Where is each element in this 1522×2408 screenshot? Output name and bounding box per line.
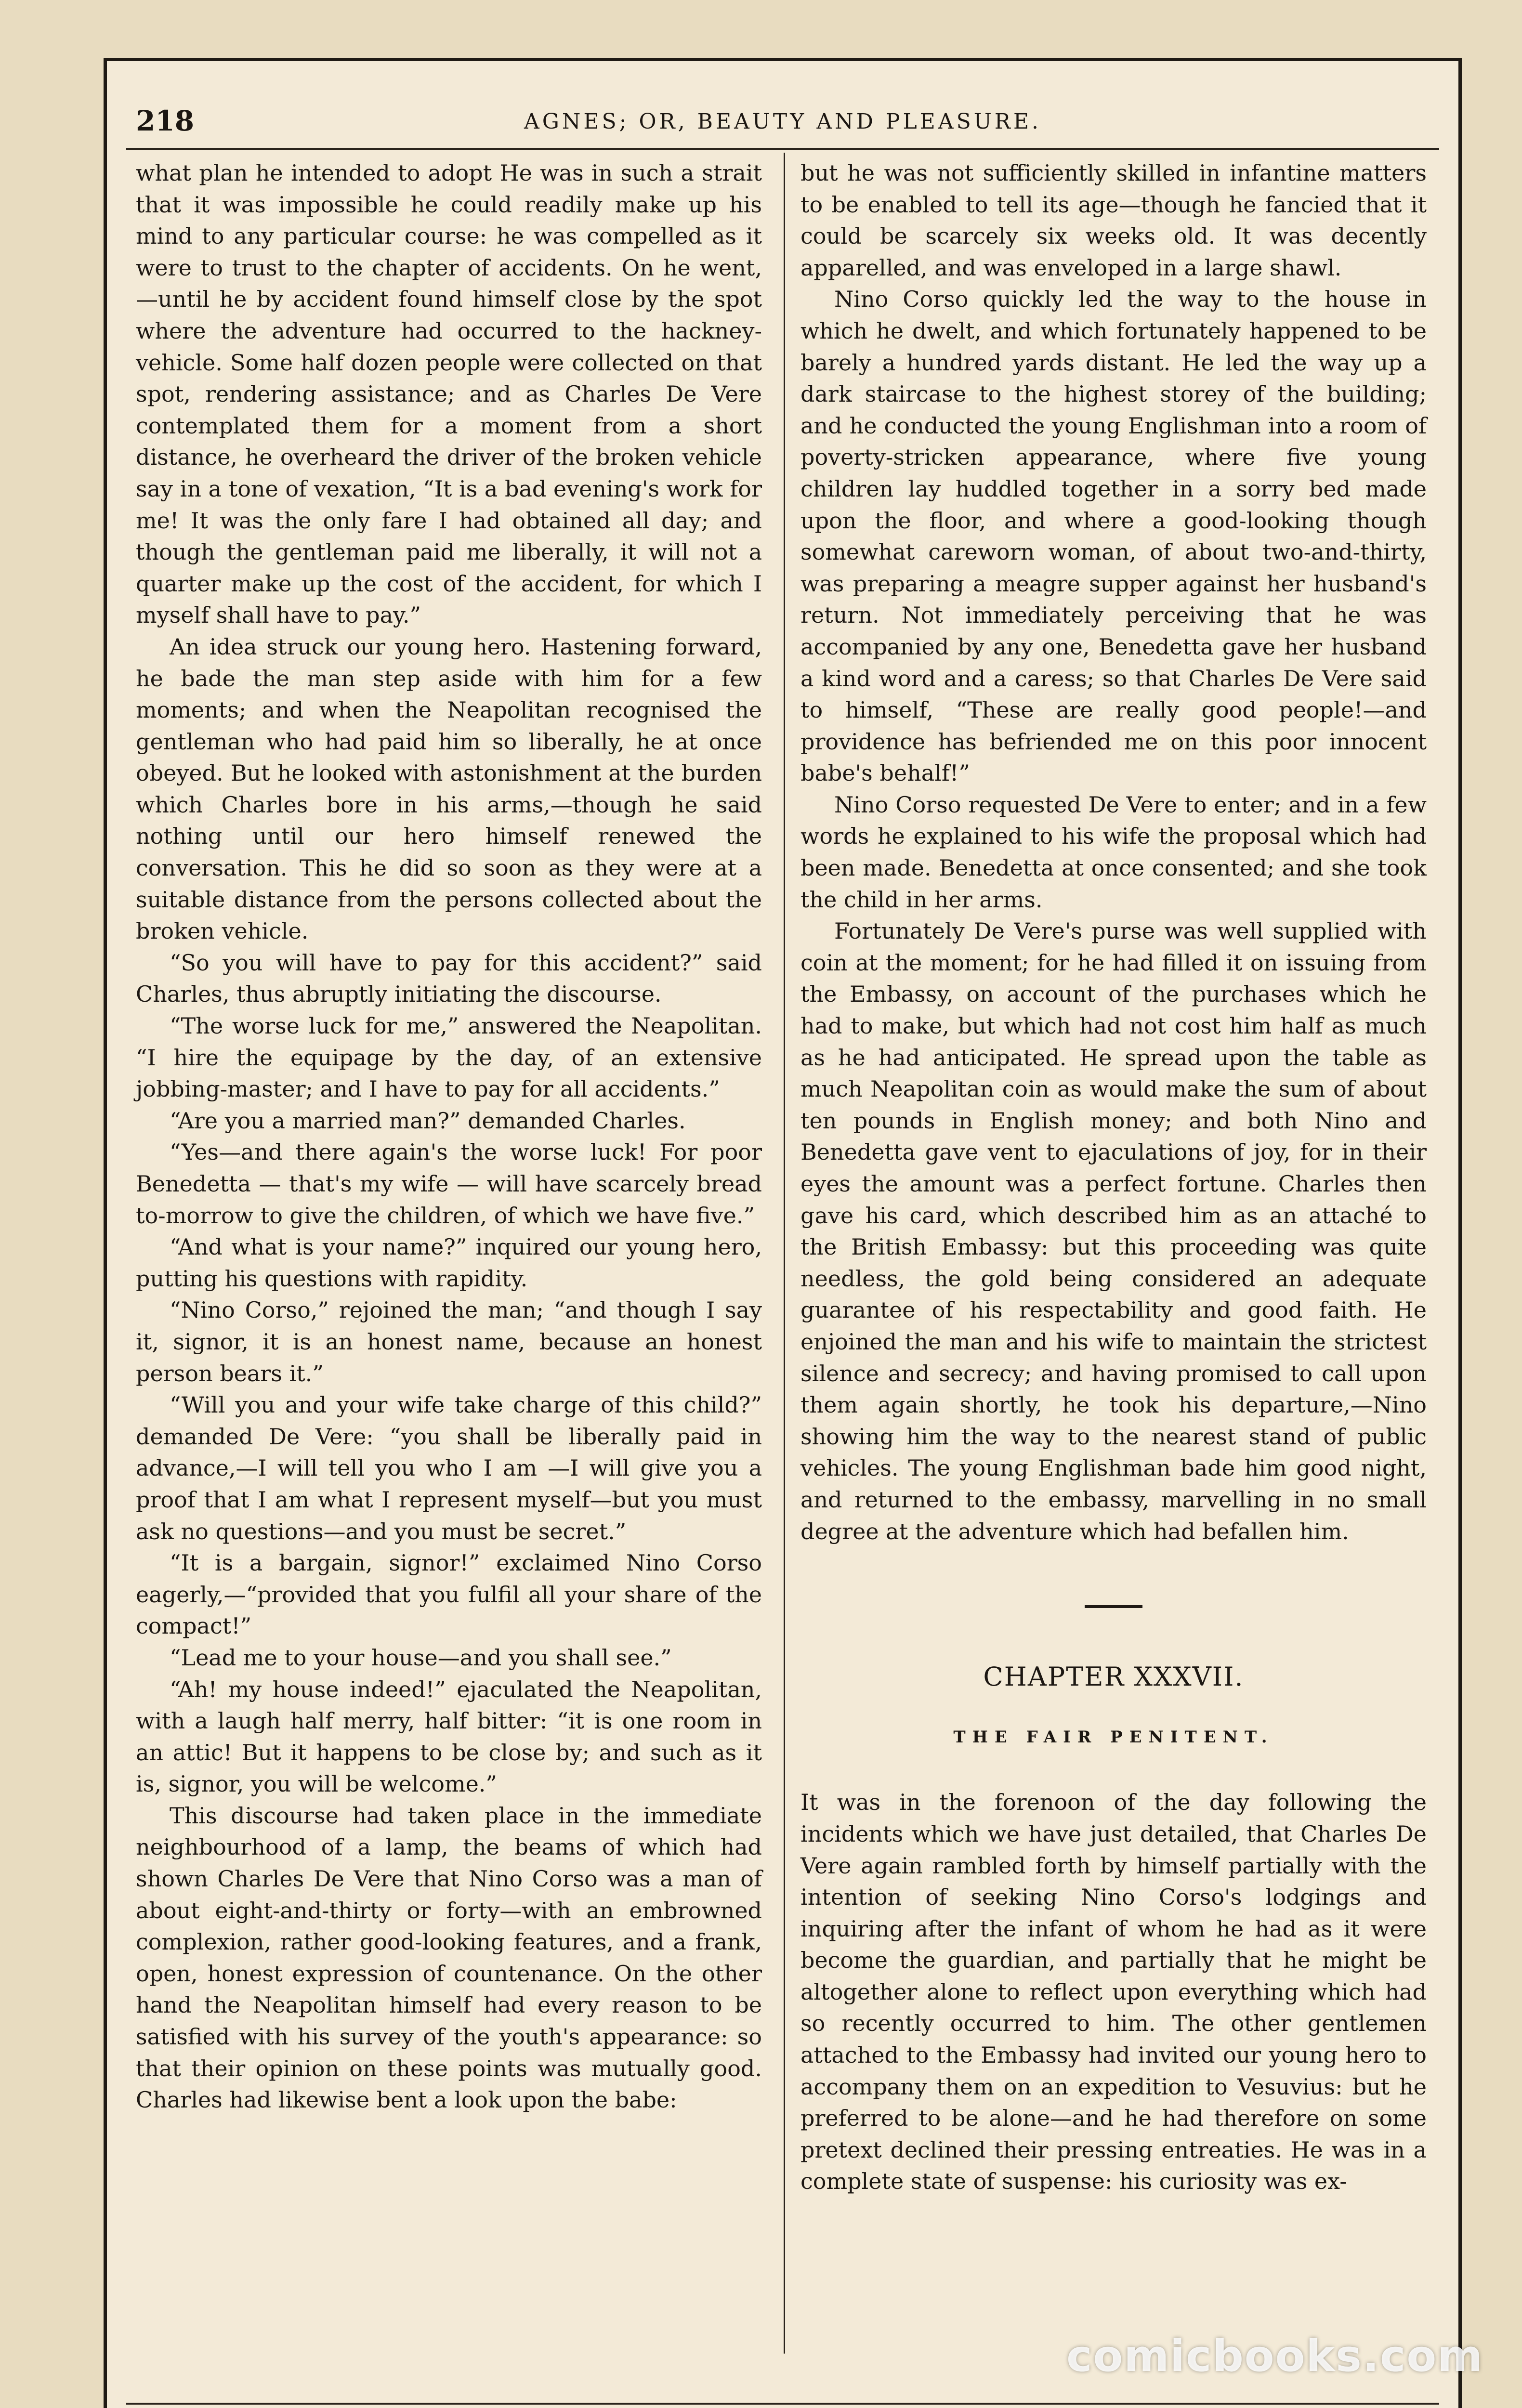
paragraph: Nino Corso quickly led the way to the house in which he dwelt, and which fortunately happened to be barely a hundred yards distant. He led the way up a dark staircase to the highest storey of the building; and he conducted the young Englishman into a room of poverty-stricken appearance, where five young children lay huddled together in a sorry bed made upon the floor, and where a good-looking though somewhat careworn woman, of about two-and-thirty, was preparing a meagre supper against her husband's return. Not immediately perceiving that he was accompanied by any one, Benedetta gave her husband a kind word and a caress; so that Charles De Vere said to himself, “These are really good people!—and providence has befriended me on this poor innocent babe's behalf!”	[800, 286, 1427, 786]
running-head: AGNES; OR, BEAUTY AND PLEASURE.	[524, 109, 1042, 134]
paragraph: “Nino Corso,” rejoined the man; “and though I say it, signor, it is an honest name, because an honest person bears it.”	[136, 1297, 762, 1387]
column-divider	[784, 153, 785, 2354]
paragraph: “So you will have to pay for this accident?” said Charles, thus abruptly initiating the discourse.	[136, 949, 762, 1008]
paragraph: Fortunately De Vere's purse was well supplied with coin at the moment; for he had filled it on issuing from the Embassy, on account of the purchases which he had to make, but which had not cost him half as much as he had anticipated. He spread upon the table as much Neapolitan coin as would make the sum of about ten pounds in English money; and both Nino and Benedetta gave vent to ejaculations of joy, for in their eyes the amount was a perfect fortune. Charles then gave his card, which described him as an attaché to the British Embassy: but this proceeding was quite needless, the gold being considered an adequate guarantee of his respectability and good faith. He enjoined the man and his wife to maintain the strictest silence and secrecy; and having promised to call upon them again shortly, he took his departure,—Nino showing him the way to the nearest stand of public vehicles. The young Englishman bade him good night, and returned to the embassy, marvelling in no small degree at the adventure which had befallen him.	[800, 918, 1427, 1544]
section-rule	[1085, 1605, 1142, 1608]
paragraph: “And what is your name?” inquired our young hero, putting his questions with rapidity.	[136, 1234, 762, 1292]
paragraph: “Lead me to your house—and you shall see.”	[170, 1644, 672, 1671]
paragraph: “The worse luck for me,” answered the Neapolitan. “I hire the equipage by the day, of an extensive jobbing-master; and I have to pay for all accidents.”	[136, 1013, 762, 1102]
left-column	[136, 157, 762, 2116]
bottom-rule	[126, 2403, 1439, 2405]
paragraph: An idea struck our young hero. Hastening forward, he bade the man step aside with him for a few moments; and when the Neapolitan recognised the gentleman who had paid him so liberally, he at once obeyed. But he looked with astonishment at the burden which Charles bore in his arms,—though he said nothing until our hero himself renewed the conversation. This he did so soon as they were at a suitable distance from the persons collected about the broken vehicle.	[136, 633, 762, 944]
paragraph: “Ah! my house indeed!” ejaculated the Neapolitan, with a laugh half merry, half bitter: “it is one room in an attic! But it happens to be close by; and such as it is, signor, you will be welcome.”	[136, 1676, 762, 1797]
paragraph: what plan he intended to adopt He was in such a strait that it was impossible he could readily make up his mind to any particular course: he was compelled as it were to trust to the chapter of accidents. On he went,—until he by accident found himself close by the spot where the adventure had occurred to the hackney-vehicle. Some half dozen people were collected on that spot, rendering assistance; and as Charles De Vere contemplated them for a moment from a short distance, he overheard the driver of the broken vehicle say in a tone of vexation, “It is a bad evening's work for me! It was the only fare I had obtained all day; and though the gentleman paid me liberally, it will not a quarter make up the cost of the accident, for which I myself shall have to pay.”	[136, 160, 762, 628]
page-number: 218	[136, 105, 195, 137]
page-header	[126, 95, 1439, 150]
book-page	[104, 58, 1462, 2408]
watermark: comicbooks.com	[1066, 2331, 1483, 2382]
paragraph: It was in the forenoon of the day following the incidents which we have just detailed, that Charles De Vere again rambled forth by himself partially with the intention of seeking Nino Corso's lodgings and inquiring after the infant of whom he had as it were become the guardian, and partially that he might be altogether alone to reflect upon everything which had so recently occurred to him. The other gentlemen attached to the Embassy had invited our young hero to accompany them on an expedition to Vesuvius: but he preferred to be alone—and he had therefore on some pretext declined their pressing entreaties. He was in a complete state of suspense: his curiosity was ex-	[800, 1789, 1427, 2195]
paragraph: “Will you and your wife take charge of this child?” demanded De Vere: “you shall be liberally paid in advance,—I will tell you who I am —I will give you a proof that I am what I represent myself—but you must ask no questions—and you must be secret.”	[136, 1392, 762, 1544]
paragraph: “It is a bargain, signor!” exclaimed Nino Corso eagerly,—“provided that you fulfil all your share of the compact!”	[136, 1550, 762, 1639]
paragraph: Nino Corso requested De Vere to enter; and in a few words he explained to his wife the proposal which had been made. Benedetta at once consented; and she took the child in her arms.	[800, 791, 1427, 913]
right-column	[800, 157, 1427, 2198]
paragraph: “Yes—and there again's the worse luck! For poor Benedetta — that's my wife — will have scarcely bread to-morrow to give the children, of which we have five.”	[136, 1139, 762, 1229]
chapter-subtitle: THE FAIR PENITENT.	[953, 1727, 1274, 1747]
chapter-title: CHAPTER XXXVII.	[983, 1662, 1244, 1692]
paragraph: “Are you a married man?” demanded Charles.	[170, 1107, 686, 1134]
paragraph: This discourse had taken place in the immediate neighbourhood of a lamp, the beams of which had shown Charles De Vere that Nino Corso was a man of about eight-and-thirty or forty—with an embrowned complexion, rather good-looking features, and a frank, open, honest expression of countenance. On the other hand the Neapolitan himself had every reason to be satisfied with his survey of the youth's appearance: so that their opinion on these points was mutually good. Charles had likewise bent a look upon the babe:	[136, 1802, 762, 2113]
paragraph: but he was not sufficiently skilled in infantine matters to be enabled to tell its age—though he fancied that it could be scarcely six weeks old. It was decently apparelled, and was enveloped in a large shawl.	[800, 160, 1427, 281]
